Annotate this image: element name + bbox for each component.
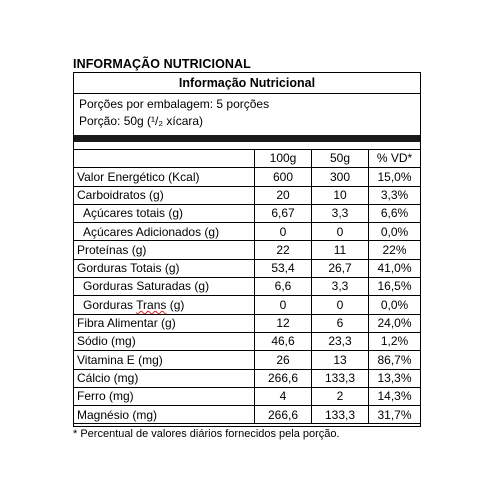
spellcheck-word: Trans	[136, 297, 167, 312]
value-50g: 11	[312, 241, 369, 259]
value-100g: 26	[255, 351, 312, 369]
value-vd: 6,6%	[369, 204, 421, 222]
value-100g: 0	[255, 296, 312, 314]
row-label: Cálcio (mg)	[74, 369, 255, 387]
table-row	[74, 314, 421, 332]
value-50g: 0	[312, 223, 369, 241]
table-row	[74, 259, 421, 277]
table-header-row	[74, 150, 421, 168]
row-label-part: (g)	[166, 297, 185, 312]
value-vd: 13,3%	[369, 369, 421, 387]
row-label: Vitamina E (mg)	[74, 351, 255, 369]
value-100g: 0	[255, 223, 312, 241]
value-50g: 6	[312, 314, 369, 332]
row-label: Carboidratos (g)	[74, 186, 255, 204]
value-vd: 0,0%	[369, 223, 421, 241]
nutrition-panel	[73, 72, 421, 427]
row-label: Valor Energético (Kcal)	[74, 168, 255, 186]
table-row	[74, 351, 421, 369]
header-cell-100g: 100g	[255, 150, 312, 168]
page-heading: INFORMAÇÃO NUTRICIONAL	[73, 57, 251, 71]
value-100g: 266,6	[255, 406, 312, 424]
table-row	[74, 241, 421, 259]
value-100g: 22	[255, 241, 312, 259]
table-row	[74, 387, 421, 405]
header-cell-empty	[74, 150, 255, 168]
header-cell-vd: % VD*	[369, 150, 421, 168]
value-50g: 300	[312, 168, 369, 186]
value-100g: 266,6	[255, 369, 312, 387]
value-50g: 13	[312, 351, 369, 369]
row-label-part: Gorduras	[83, 297, 137, 312]
value-vd: 24,0%	[369, 314, 421, 332]
row-label: Gorduras Totais (g)	[74, 259, 255, 277]
row-label	[74, 296, 255, 314]
row-label: Fibra Alimentar (g)	[74, 314, 255, 332]
value-vd: 41,0%	[369, 259, 421, 277]
servings-per-package: Porções por embalagem: 5 porções	[79, 97, 270, 111]
value-vd: 15,0%	[369, 168, 421, 186]
row-label: Açúcares Adicionados (g)	[74, 223, 255, 241]
table-row	[74, 278, 421, 296]
row-label: Magnésio (mg)	[74, 406, 255, 424]
value-100g: 46,6	[255, 332, 312, 350]
row-label: Açúcares totais (g)	[74, 204, 255, 222]
value-100g: 4	[255, 387, 312, 405]
value-50g: 0	[312, 296, 369, 314]
row-label: Ferro (mg)	[74, 387, 255, 405]
value-100g: 20	[255, 186, 312, 204]
panel-title: Informação Nutricional	[74, 73, 420, 94]
table-row	[74, 223, 421, 241]
row-label: Gorduras Saturadas (g)	[74, 278, 255, 296]
table-row	[74, 332, 421, 350]
value-50g: 3,3	[312, 278, 369, 296]
value-100g: 6,67	[255, 204, 312, 222]
footnote: * Percentual de valores diários fornecidos pela porção.	[73, 428, 340, 440]
value-100g: 53,4	[255, 259, 312, 277]
value-vd: 14,3%	[369, 387, 421, 405]
value-50g: 133,3	[312, 406, 369, 424]
value-50g: 26,7	[312, 259, 369, 277]
table-row	[74, 186, 421, 204]
separator-bar	[74, 135, 420, 142]
value-vd: 16,5%	[369, 278, 421, 296]
header-cell-50g: 50g	[312, 150, 369, 168]
value-50g: 2	[312, 387, 369, 405]
value-50g: 133,3	[312, 369, 369, 387]
value-vd: 86,7%	[369, 351, 421, 369]
row-label: Sódio (mg)	[74, 332, 255, 350]
value-vd: 3,3%	[369, 186, 421, 204]
value-vd: 0,0%	[369, 296, 421, 314]
value-50g: 3,3	[312, 204, 369, 222]
row-label: Proteínas (g)	[74, 241, 255, 259]
value-vd: 22%	[369, 241, 421, 259]
nutrition-table	[73, 149, 421, 424]
value-vd: 31,7%	[369, 406, 421, 424]
value-vd: 1,2%	[369, 332, 421, 350]
value-50g: 23,3	[312, 332, 369, 350]
table-row	[74, 369, 421, 387]
table-row	[74, 296, 421, 314]
portion-size: Porção: 50g (¹/₂ xícara)	[79, 114, 204, 128]
value-50g: 10	[312, 186, 369, 204]
value-100g: 6,6	[255, 278, 312, 296]
table-row	[74, 406, 421, 424]
table-row	[74, 168, 421, 186]
value-100g: 12	[255, 314, 312, 332]
value-100g: 600	[255, 168, 312, 186]
table-row	[74, 204, 421, 222]
